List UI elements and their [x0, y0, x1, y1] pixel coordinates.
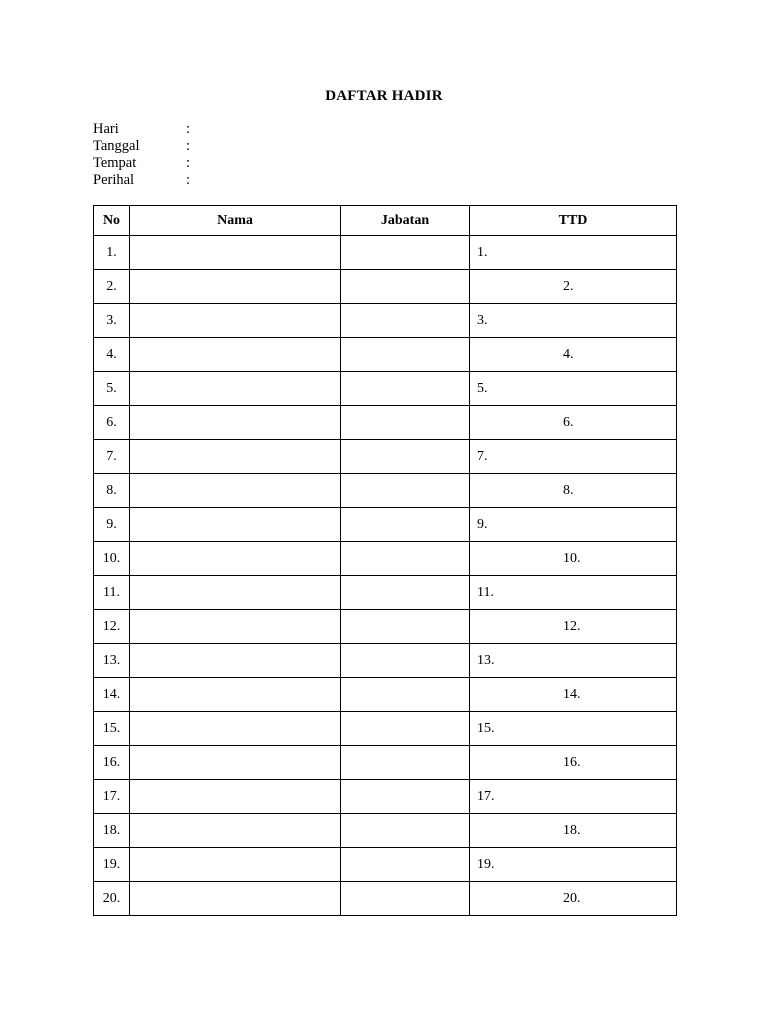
table-row [94, 236, 677, 270]
row-number-cell: 9. [94, 508, 130, 542]
jabatan-cell[interactable] [341, 780, 470, 814]
jabatan-cell[interactable] [341, 440, 470, 474]
info-colon: : [186, 155, 191, 171]
jabatan-cell[interactable] [341, 882, 470, 916]
table-row [94, 848, 677, 882]
table-row [94, 440, 677, 474]
table-row [94, 270, 677, 304]
jabatan-cell[interactable] [341, 542, 470, 576]
signature-cell[interactable]: 5. [470, 372, 677, 406]
signature-cell[interactable]: 17. [470, 780, 677, 814]
signature-cell[interactable]: 7. [470, 440, 677, 474]
nama-cell[interactable] [130, 882, 341, 916]
table-row [94, 712, 677, 746]
row-number-cell: 4. [94, 338, 130, 372]
row-number-cell: 13. [94, 644, 130, 678]
row-number-cell: 20. [94, 882, 130, 916]
signature-cell[interactable]: 1. [470, 236, 677, 270]
jabatan-cell[interactable] [341, 814, 470, 848]
nama-cell[interactable] [130, 508, 341, 542]
document-title: DAFTAR HADIR [325, 88, 443, 104]
nama-cell[interactable] [130, 304, 341, 338]
nama-cell[interactable] [130, 780, 341, 814]
signature-cell[interactable]: 4. [470, 338, 677, 372]
table-row [94, 338, 677, 372]
info-colon: : [186, 138, 191, 154]
row-number-cell: 16. [94, 746, 130, 780]
table-row [94, 678, 677, 712]
jabatan-cell[interactable] [341, 576, 470, 610]
info-label: Tanggal [93, 138, 140, 154]
signature-cell[interactable]: 6. [470, 406, 677, 440]
table-header-row [94, 206, 677, 236]
table-row [94, 644, 677, 678]
table-row [94, 576, 677, 610]
nama-cell[interactable] [130, 406, 341, 440]
table-row [94, 474, 677, 508]
attendance-table [93, 205, 677, 916]
jabatan-cell[interactable] [341, 474, 470, 508]
table-row [94, 746, 677, 780]
table-row [94, 304, 677, 338]
row-number-cell: 11. [94, 576, 130, 610]
jabatan-cell[interactable] [341, 678, 470, 712]
row-number-cell: 19. [94, 848, 130, 882]
row-number-cell: 2. [94, 270, 130, 304]
signature-cell[interactable]: 9. [470, 508, 677, 542]
jabatan-cell[interactable] [341, 848, 470, 882]
info-colon: : [186, 172, 191, 188]
nama-cell[interactable] [130, 440, 341, 474]
nama-cell[interactable] [130, 542, 341, 576]
table-row [94, 882, 677, 916]
table-row [94, 372, 677, 406]
signature-cell[interactable]: 15. [470, 712, 677, 746]
header-ttd: TTD [470, 206, 677, 236]
signature-cell[interactable]: 10. [470, 542, 677, 576]
row-number-cell: 18. [94, 814, 130, 848]
row-number-cell: 1. [94, 236, 130, 270]
signature-cell[interactable]: 11. [470, 576, 677, 610]
row-number-cell: 5. [94, 372, 130, 406]
row-number-cell: 6. [94, 406, 130, 440]
table-row [94, 780, 677, 814]
signature-cell[interactable]: 8. [470, 474, 677, 508]
row-number-cell: 3. [94, 304, 130, 338]
signature-cell[interactable]: 20. [470, 882, 677, 916]
info-row-tanggal [93, 138, 196, 155]
jabatan-cell[interactable] [341, 270, 470, 304]
row-number-cell: 7. [94, 440, 130, 474]
jabatan-cell[interactable] [341, 712, 470, 746]
jabatan-cell[interactable] [341, 236, 470, 270]
nama-cell[interactable] [130, 474, 341, 508]
table-row [94, 610, 677, 644]
jabatan-cell[interactable] [341, 372, 470, 406]
info-label: Tempat [93, 155, 137, 171]
info-row-hari [93, 121, 196, 138]
row-number-cell: 8. [94, 474, 130, 508]
signature-cell[interactable]: 16. [470, 746, 677, 780]
jabatan-cell[interactable] [341, 610, 470, 644]
header-jabatan: Jabatan [341, 206, 470, 236]
row-number-cell: 14. [94, 678, 130, 712]
nama-cell[interactable] [130, 644, 341, 678]
nama-cell[interactable] [130, 576, 341, 610]
signature-cell[interactable]: 18. [470, 814, 677, 848]
signature-cell[interactable]: 12. [470, 610, 677, 644]
table-row [94, 406, 677, 440]
row-number-cell: 10. [94, 542, 130, 576]
signature-cell[interactable]: 14. [470, 678, 677, 712]
table-row [94, 814, 677, 848]
table-row [94, 542, 677, 576]
nama-cell[interactable] [130, 236, 341, 270]
info-block [93, 121, 196, 189]
jabatan-cell[interactable] [341, 406, 470, 440]
row-number-cell: 12. [94, 610, 130, 644]
signature-cell[interactable]: 3. [470, 304, 677, 338]
jabatan-cell[interactable] [341, 338, 470, 372]
table-row [94, 508, 677, 542]
jabatan-cell[interactable] [341, 508, 470, 542]
header-nama: Nama [130, 206, 341, 236]
info-row-tempat [93, 155, 196, 172]
jabatan-cell[interactable] [341, 746, 470, 780]
signature-cell[interactable]: 13. [470, 644, 677, 678]
jabatan-cell[interactable] [341, 304, 470, 338]
nama-cell[interactable] [130, 848, 341, 882]
nama-cell[interactable] [130, 712, 341, 746]
nama-cell[interactable] [130, 814, 341, 848]
nama-cell[interactable] [130, 372, 341, 406]
nama-cell[interactable] [130, 610, 341, 644]
nama-cell[interactable] [130, 270, 341, 304]
info-row-perihal [93, 172, 196, 189]
jabatan-cell[interactable] [341, 644, 470, 678]
header-no: No [94, 206, 130, 236]
row-number-cell: 17. [94, 780, 130, 814]
table-body [94, 236, 677, 916]
info-label: Hari [93, 121, 119, 137]
signature-cell[interactable]: 2. [470, 270, 677, 304]
signature-cell[interactable]: 19. [470, 848, 677, 882]
nama-cell[interactable] [130, 338, 341, 372]
row-number-cell: 15. [94, 712, 130, 746]
nama-cell[interactable] [130, 678, 341, 712]
info-colon: : [186, 121, 191, 137]
info-label: Perihal [93, 172, 135, 188]
nama-cell[interactable] [130, 746, 341, 780]
